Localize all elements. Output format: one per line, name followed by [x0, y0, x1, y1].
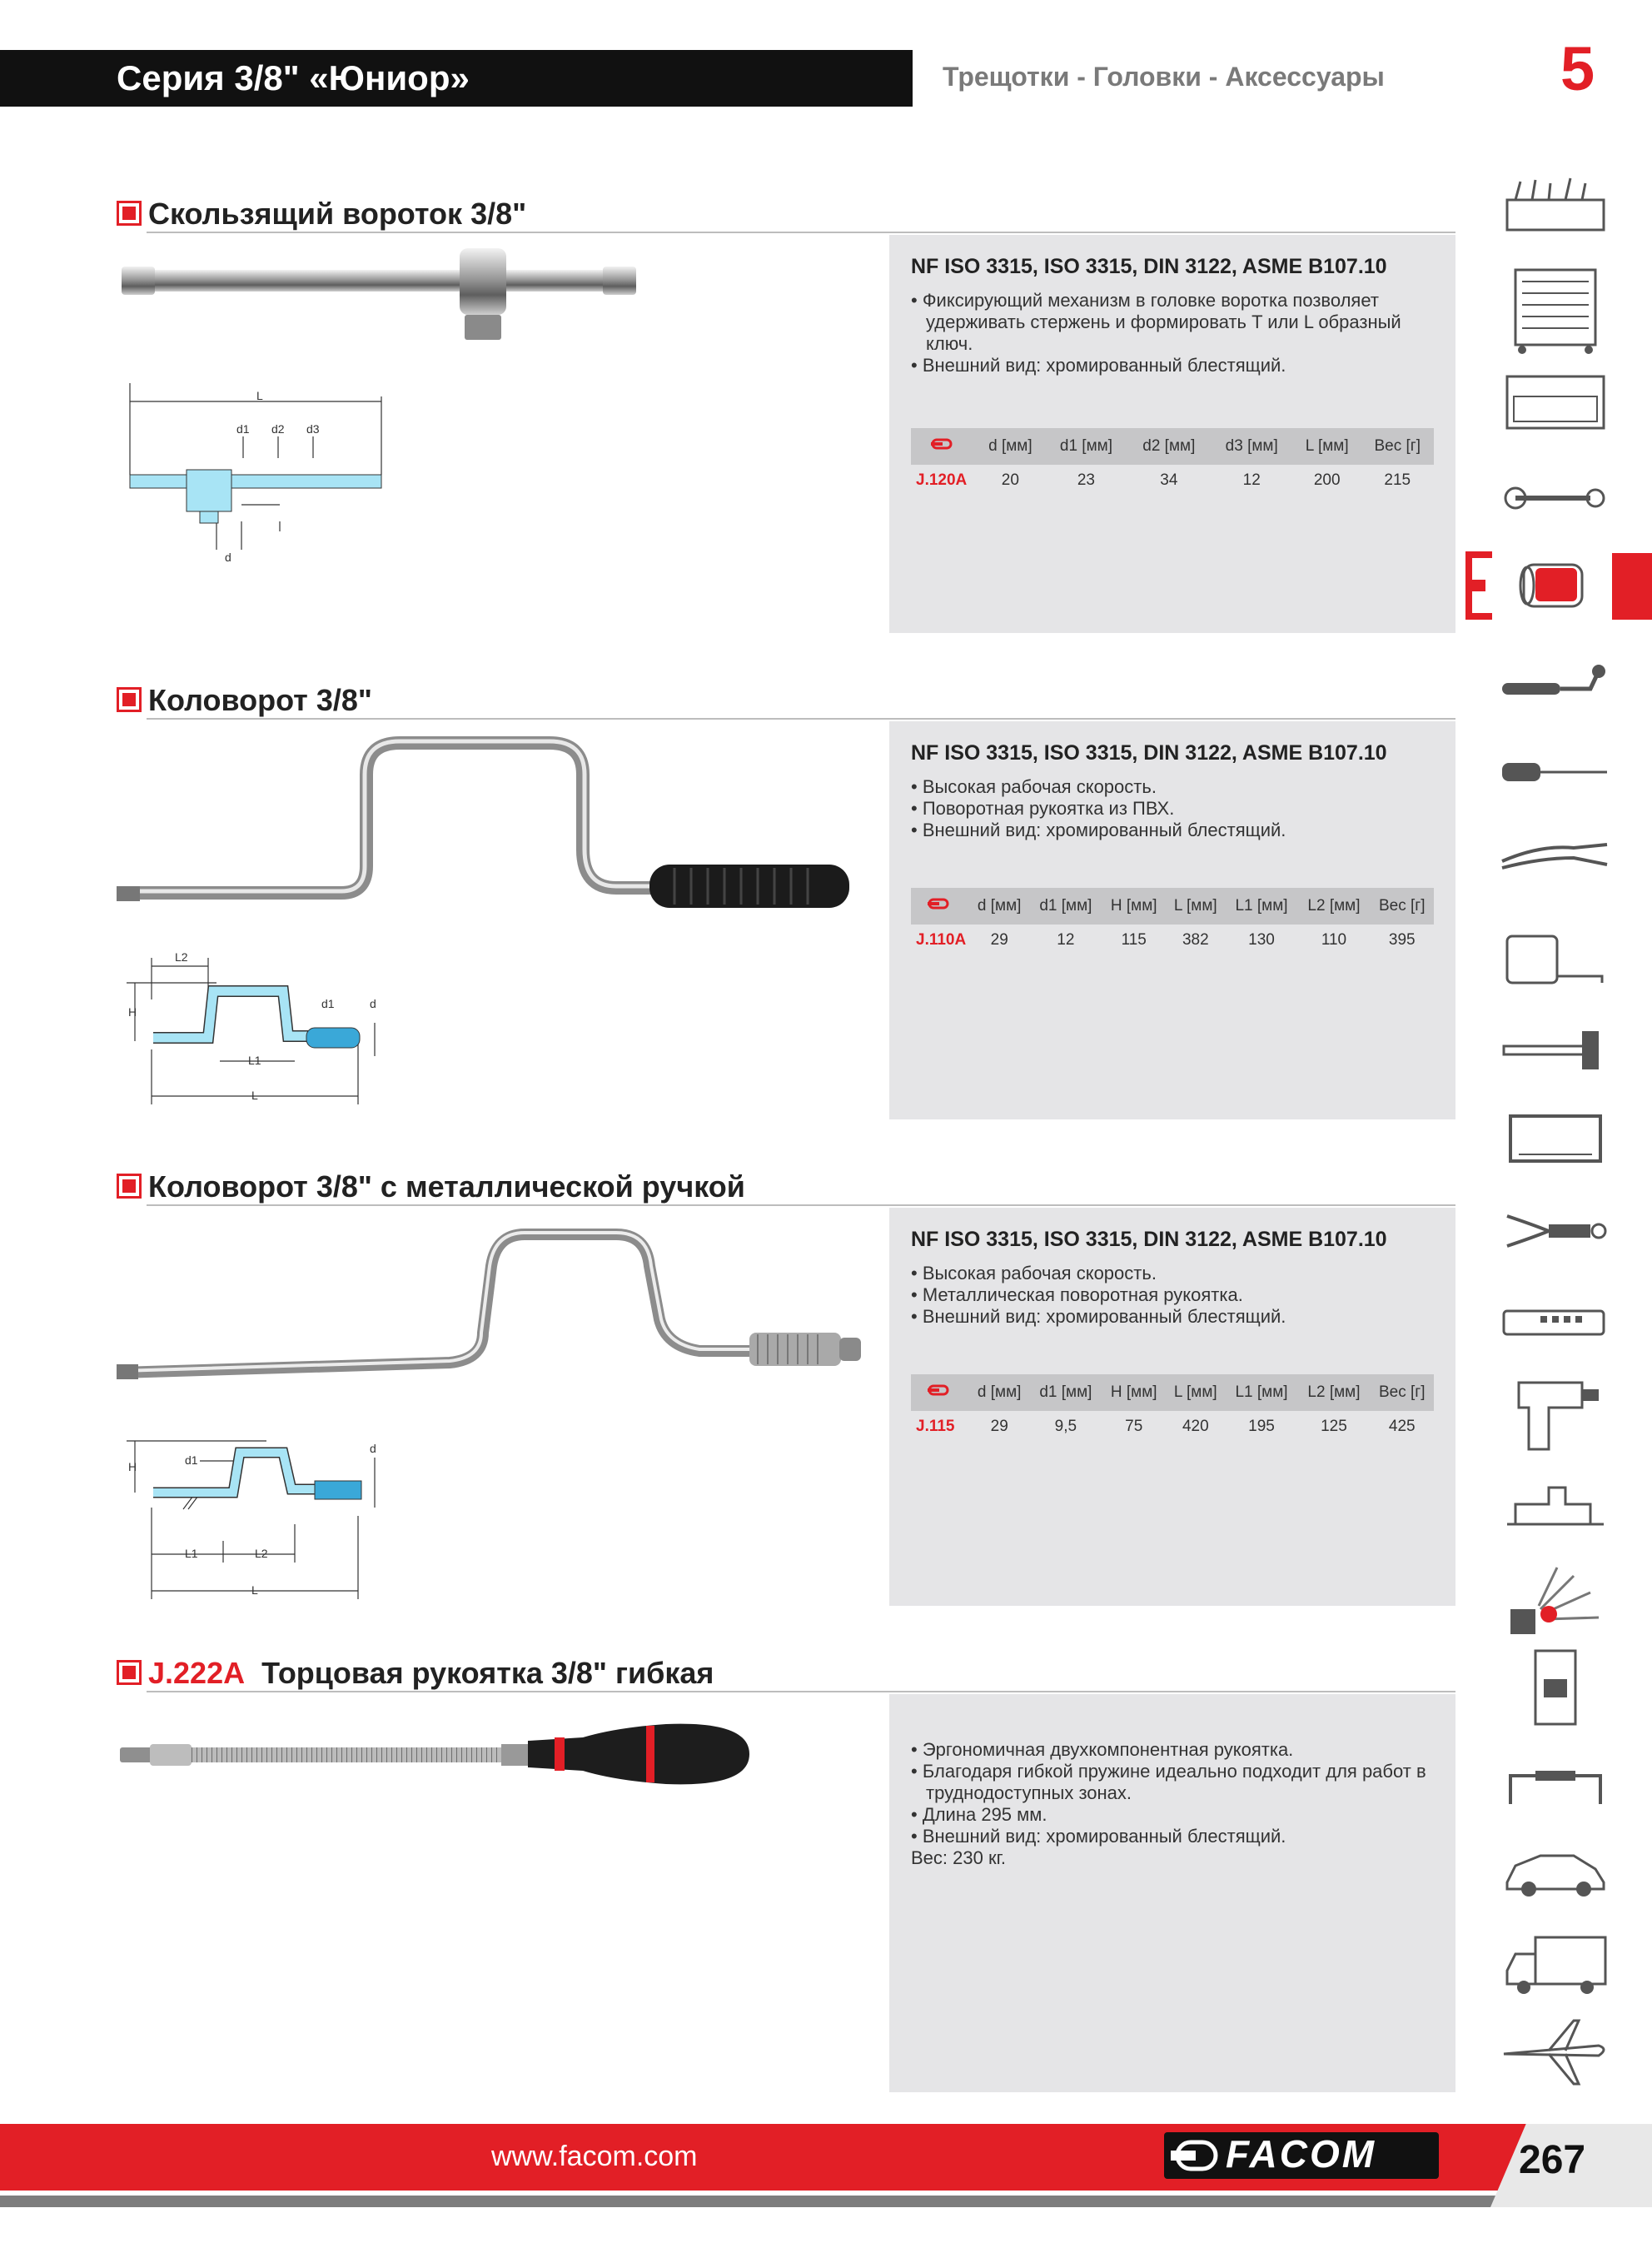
column-header: L [мм]: [1173, 1383, 1217, 1401]
column-header: H [мм]: [1110, 897, 1157, 915]
table-cell: 425: [1388, 1418, 1416, 1435]
chapter-number: 5: [1560, 34, 1595, 103]
column-header: L [мм]: [1173, 897, 1217, 915]
circuit-breaker-icon[interactable]: [1499, 1646, 1612, 1729]
column-header: L2 [мм]: [1307, 897, 1361, 915]
table-cell: 110: [1321, 931, 1347, 949]
table-cell: 34: [1160, 471, 1178, 489]
table-cell: 9,5: [1054, 1418, 1077, 1435]
truck-icon[interactable]: [1499, 1929, 1612, 2004]
column-header: L1 [мм]: [1235, 897, 1288, 915]
section-title: Скользящий вороток 3/8": [148, 197, 527, 231]
table-cell: 200: [1313, 471, 1341, 489]
page-number: 267: [1519, 2138, 1586, 2182]
spec-panel: [889, 1694, 1455, 2092]
brand-name: FACOM: [1226, 2132, 1377, 2176]
impact-wrench-icon[interactable]: [1499, 1374, 1612, 1458]
table-cell: 29: [990, 931, 1008, 949]
footer-stripe: [0, 2196, 1652, 2207]
dim-label: d1: [185, 1453, 198, 1467]
spec-panel: [889, 721, 1455, 1119]
feature-item: • Благодаря гибкой пружине идеально подходит для работ в труднодоступных зонах.: [911, 1761, 1426, 1803]
combination-wrench-icon[interactable]: [1499, 466, 1612, 530]
section-title: Коловорот 3/8": [148, 683, 372, 717]
active-bracket-icon: [1462, 551, 1495, 620]
feature-item: • Внешний вид: хромированный блестящий.: [911, 1306, 1286, 1327]
section-marker-icon: [117, 1174, 142, 1199]
dim-label: d: [370, 1442, 376, 1455]
table-cell: 115: [1121, 931, 1147, 949]
table-cell: 29: [990, 1418, 1008, 1435]
speed-brace-photo: [117, 725, 866, 916]
sliding-t-bar-photo: [117, 242, 641, 350]
handle-icon[interactable]: [1499, 1754, 1612, 1817]
feature-item: • Металлическая поворотная рукоятка.: [911, 1284, 1243, 1305]
spec-table: [911, 428, 1434, 496]
table-cell: 130: [1248, 931, 1275, 949]
car-icon[interactable]: [1499, 1841, 1612, 1904]
feature-item: • Фиксирующий механизм в головке воротка позволяет удерживать стержень и формировать T или L образный ключ.: [911, 290, 1401, 354]
dim-label: H: [128, 1460, 137, 1473]
section-heading: [117, 683, 372, 718]
section-marker-icon: [117, 687, 142, 712]
feature-list: [911, 1739, 1444, 1869]
standards: NF ISO 3315, ISO 3315, DIN 3122, ASME B107.10: [911, 255, 1387, 278]
column-header: d [мм]: [977, 1383, 1022, 1401]
facom-logo-icon: [911, 428, 976, 465]
dim-label: L: [251, 1089, 258, 1102]
dim-label: L: [256, 389, 263, 402]
product-reference: J.110A: [916, 931, 967, 949]
column-header: Вес [г]: [1374, 437, 1421, 455]
column-header: d [мм]: [988, 437, 1032, 455]
hacksaw-icon[interactable]: [1499, 1108, 1612, 1171]
socket-icon[interactable]: [1499, 553, 1612, 616]
sliding-t-bar-diagram: [117, 383, 400, 566]
table-cell: 75: [1125, 1418, 1143, 1435]
feature-item: • Внешний вид: хромированный блестящий.: [911, 820, 1286, 840]
feature-item: Вес: 230 кг.: [911, 1847, 1007, 1868]
facom-logo-icon: [911, 888, 969, 925]
table-cell: 382: [1182, 931, 1209, 949]
airplane-icon[interactable]: [1499, 2016, 1612, 2091]
feature-item: • Высокая рабочая скорость.: [911, 776, 1157, 797]
table-cell: 23: [1077, 471, 1095, 489]
drawer-icon[interactable]: [1499, 371, 1612, 435]
feature-list: [911, 776, 1444, 841]
section-title: Торцовая рукоятка 3/8" гибкая: [261, 1656, 714, 1690]
product-code: J.222A: [148, 1656, 246, 1690]
feature-list: [911, 290, 1444, 376]
column-header: d3 [мм]: [1225, 437, 1278, 455]
table-row: [911, 925, 1434, 956]
section-heading: [117, 197, 526, 232]
feature-list: [911, 1263, 1444, 1328]
speed-brace-diagram: [117, 941, 400, 1116]
section-divider: [147, 232, 1455, 233]
column-header: d [мм]: [977, 897, 1022, 915]
page-title: Серия 3/8" «Юниор»: [117, 58, 470, 97]
dim-label: d: [225, 551, 231, 564]
standards: NF ISO 3315, ISO 3315, DIN 3122, ASME B107.10: [911, 741, 1387, 765]
table-row: [911, 465, 1434, 496]
section-divider: [147, 718, 1455, 720]
column-header: Вес [г]: [1378, 1383, 1426, 1401]
table-cell: 12: [1057, 931, 1075, 949]
toolbox-icon[interactable]: [1499, 175, 1612, 238]
feature-item: • Эргономичная двухкомпонентная рукоятка.: [911, 1739, 1294, 1760]
vise-icon[interactable]: [1499, 1474, 1612, 1538]
column-header: L [мм]: [1305, 437, 1349, 455]
column-header: d1 [мм]: [1039, 897, 1092, 915]
column-header: d2 [мм]: [1142, 437, 1196, 455]
table-cell: 215: [1384, 471, 1411, 489]
dim-label: d1: [321, 997, 335, 1010]
section-heading: [117, 1656, 714, 1691]
table-row: [911, 1411, 1434, 1443]
hammer-icon[interactable]: [1499, 1018, 1612, 1081]
column-header: L2 [мм]: [1307, 1383, 1361, 1401]
dim-label: H: [128, 1005, 137, 1019]
facom-logo-icon: [911, 1374, 969, 1411]
feature-item: • Высокая рабочая скорость.: [911, 1263, 1157, 1283]
column-header: H [мм]: [1110, 1383, 1157, 1401]
spec-table: [911, 1374, 1434, 1443]
spec-table: [911, 888, 1434, 956]
dim-label: L1: [185, 1547, 198, 1560]
dim-label: L: [251, 1583, 258, 1597]
standards: NF ISO 3315, ISO 3315, DIN 3122, ASME B107.10: [911, 1228, 1387, 1251]
section-divider: [147, 1691, 1455, 1692]
table-cell: 395: [1388, 931, 1416, 949]
feature-item: • Внешний вид: хромированный блестящий.: [911, 355, 1286, 376]
table-cell: 20: [1001, 471, 1019, 489]
flexible-handle-photo: [117, 1716, 766, 1791]
dim-label: d3: [306, 422, 320, 436]
table-cell: 420: [1182, 1418, 1209, 1435]
tool-cabinet-icon[interactable]: [1499, 265, 1612, 356]
product-reference: J.115: [916, 1418, 955, 1435]
spark-safety-icon[interactable]: [1499, 1559, 1612, 1639]
speed-brace-metal-diagram: [117, 1424, 400, 1607]
dim-label: L1: [248, 1054, 261, 1067]
dim-label: L2: [175, 950, 188, 964]
section-title: Коловорот 3/8" с металлической ручкой: [148, 1169, 745, 1204]
dim-label: L2: [255, 1547, 268, 1560]
section-heading: [117, 1169, 745, 1204]
section-divider: [147, 1204, 1455, 1206]
table-cell: 125: [1321, 1418, 1347, 1435]
feature-item: • Внешний вид: хромированный блестящий.: [911, 1826, 1286, 1847]
dim-label: d: [370, 997, 376, 1010]
section-marker-icon: [117, 201, 142, 226]
facom-logo-icon: [1169, 2137, 1221, 2174]
spec-panel: [889, 235, 1455, 633]
column-header: d1 [мм]: [1059, 437, 1112, 455]
electrical-tester-icon[interactable]: [1499, 1291, 1612, 1354]
section-marker-icon: [117, 1660, 142, 1685]
feature-item: • Поворотная рукоятка из ПВХ.: [911, 798, 1175, 819]
ratchet-icon[interactable]: [1499, 658, 1612, 721]
puller-icon[interactable]: [1499, 1199, 1612, 1263]
table-cell: 195: [1248, 1418, 1275, 1435]
spec-panel: [889, 1208, 1455, 1606]
pliers-icon[interactable]: [1499, 828, 1612, 891]
active-category-tab: [1612, 553, 1652, 620]
dim-label: d2: [271, 422, 285, 436]
speed-brace-metal-photo: [117, 1216, 866, 1391]
table-cell: 12: [1242, 471, 1261, 489]
column-header: L1 [мм]: [1235, 1383, 1288, 1401]
column-header: d1 [мм]: [1039, 1383, 1092, 1401]
dim-label: d1: [236, 422, 250, 436]
column-header: Вес [г]: [1378, 897, 1426, 915]
screwdriver-icon[interactable]: [1499, 741, 1612, 805]
tape-measure-icon[interactable]: [1499, 928, 1612, 991]
website-link[interactable]: www.facom.com: [491, 2141, 698, 2172]
page-subtitle: Трещотки - Головки - Аксессуары: [943, 62, 1385, 92]
feature-item: • Длина 295 мм.: [911, 1804, 1047, 1825]
product-reference: J.120A: [916, 471, 968, 489]
